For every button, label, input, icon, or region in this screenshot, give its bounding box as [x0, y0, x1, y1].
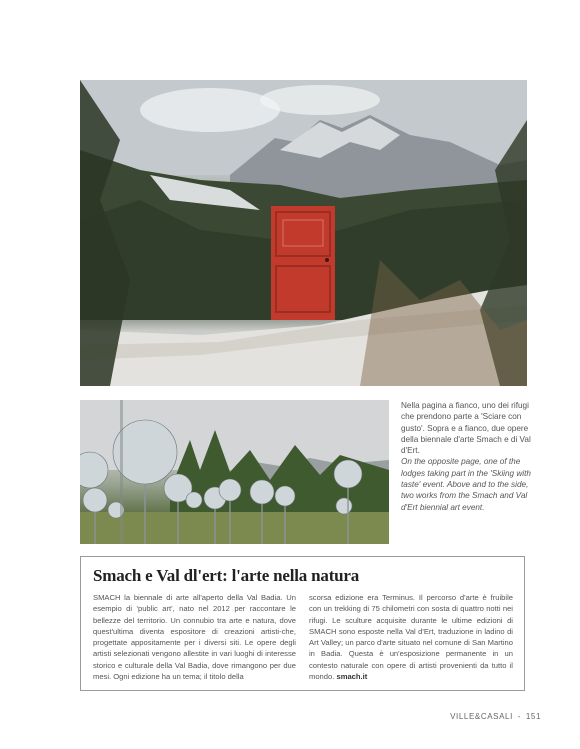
folio-separator: - — [517, 712, 522, 721]
article-column-right — [309, 592, 513, 682]
photo-caption — [401, 400, 531, 513]
article-link[interactable]: smach.it — [336, 672, 368, 682]
page-folio — [450, 712, 541, 721]
secondary-photo-mirror-spheres — [80, 400, 389, 544]
main-photo-red-door — [80, 80, 527, 386]
article-right-text: scorsa edizione era Terminus. Il percorso d'arte è fruibile con un trekking di 75 chilometri con sosta di quattro notti nei rifugi. Le sculture acquisite durante le ultime edizioni di SMACH sono esposte nella Val d'Ert, traduzione in ladino di Art Valley; un parco d'arte situato nel comune di San Martino in Badia. Questa è un'esposizione permanente in un contesto naturale con opere di artisti provenienti da tutto il mondo. — [309, 593, 513, 682]
article-title: Smach e Val dl'ert: l'arte nella natura — [93, 566, 360, 585]
page-number: 151 — [525, 712, 541, 721]
caption-english: On the opposite page, one of the lodges taking part in the 'Skiing with taste' event. Above and to the side, two works from the Smach and Val d'Ert biennial art event. — [401, 457, 531, 512]
magazine-name: VILLE&CASALI — [450, 712, 513, 721]
article-column-left — [93, 592, 296, 682]
article-left-text: SMACH la biennale di arte all'aperto della Val Badia. Un esempio di 'public art', nato nel 2012 per raccontare le bellezze del territorio. Un connubio tra arte e natura, dove quest'ultima diventa espositore di creazioni artisti-che, progettate appositamente per i diversi siti. Le opere degli artisti selezionati vengono allestite in vari luoghi di interesse storico e culturale della Val Badia, dove rimangono per due mesi. Ogni edizione ha un tema; il titolo della — [93, 593, 296, 682]
caption-italian: Nella pagina a fianco, uno dei rifugi che prendono parte a 'Sciare con gusto'. Sopra e a fianco, due opere della biennale d'arte Smach e di Val d'Ert. — [401, 401, 531, 456]
article-box — [80, 556, 525, 691]
